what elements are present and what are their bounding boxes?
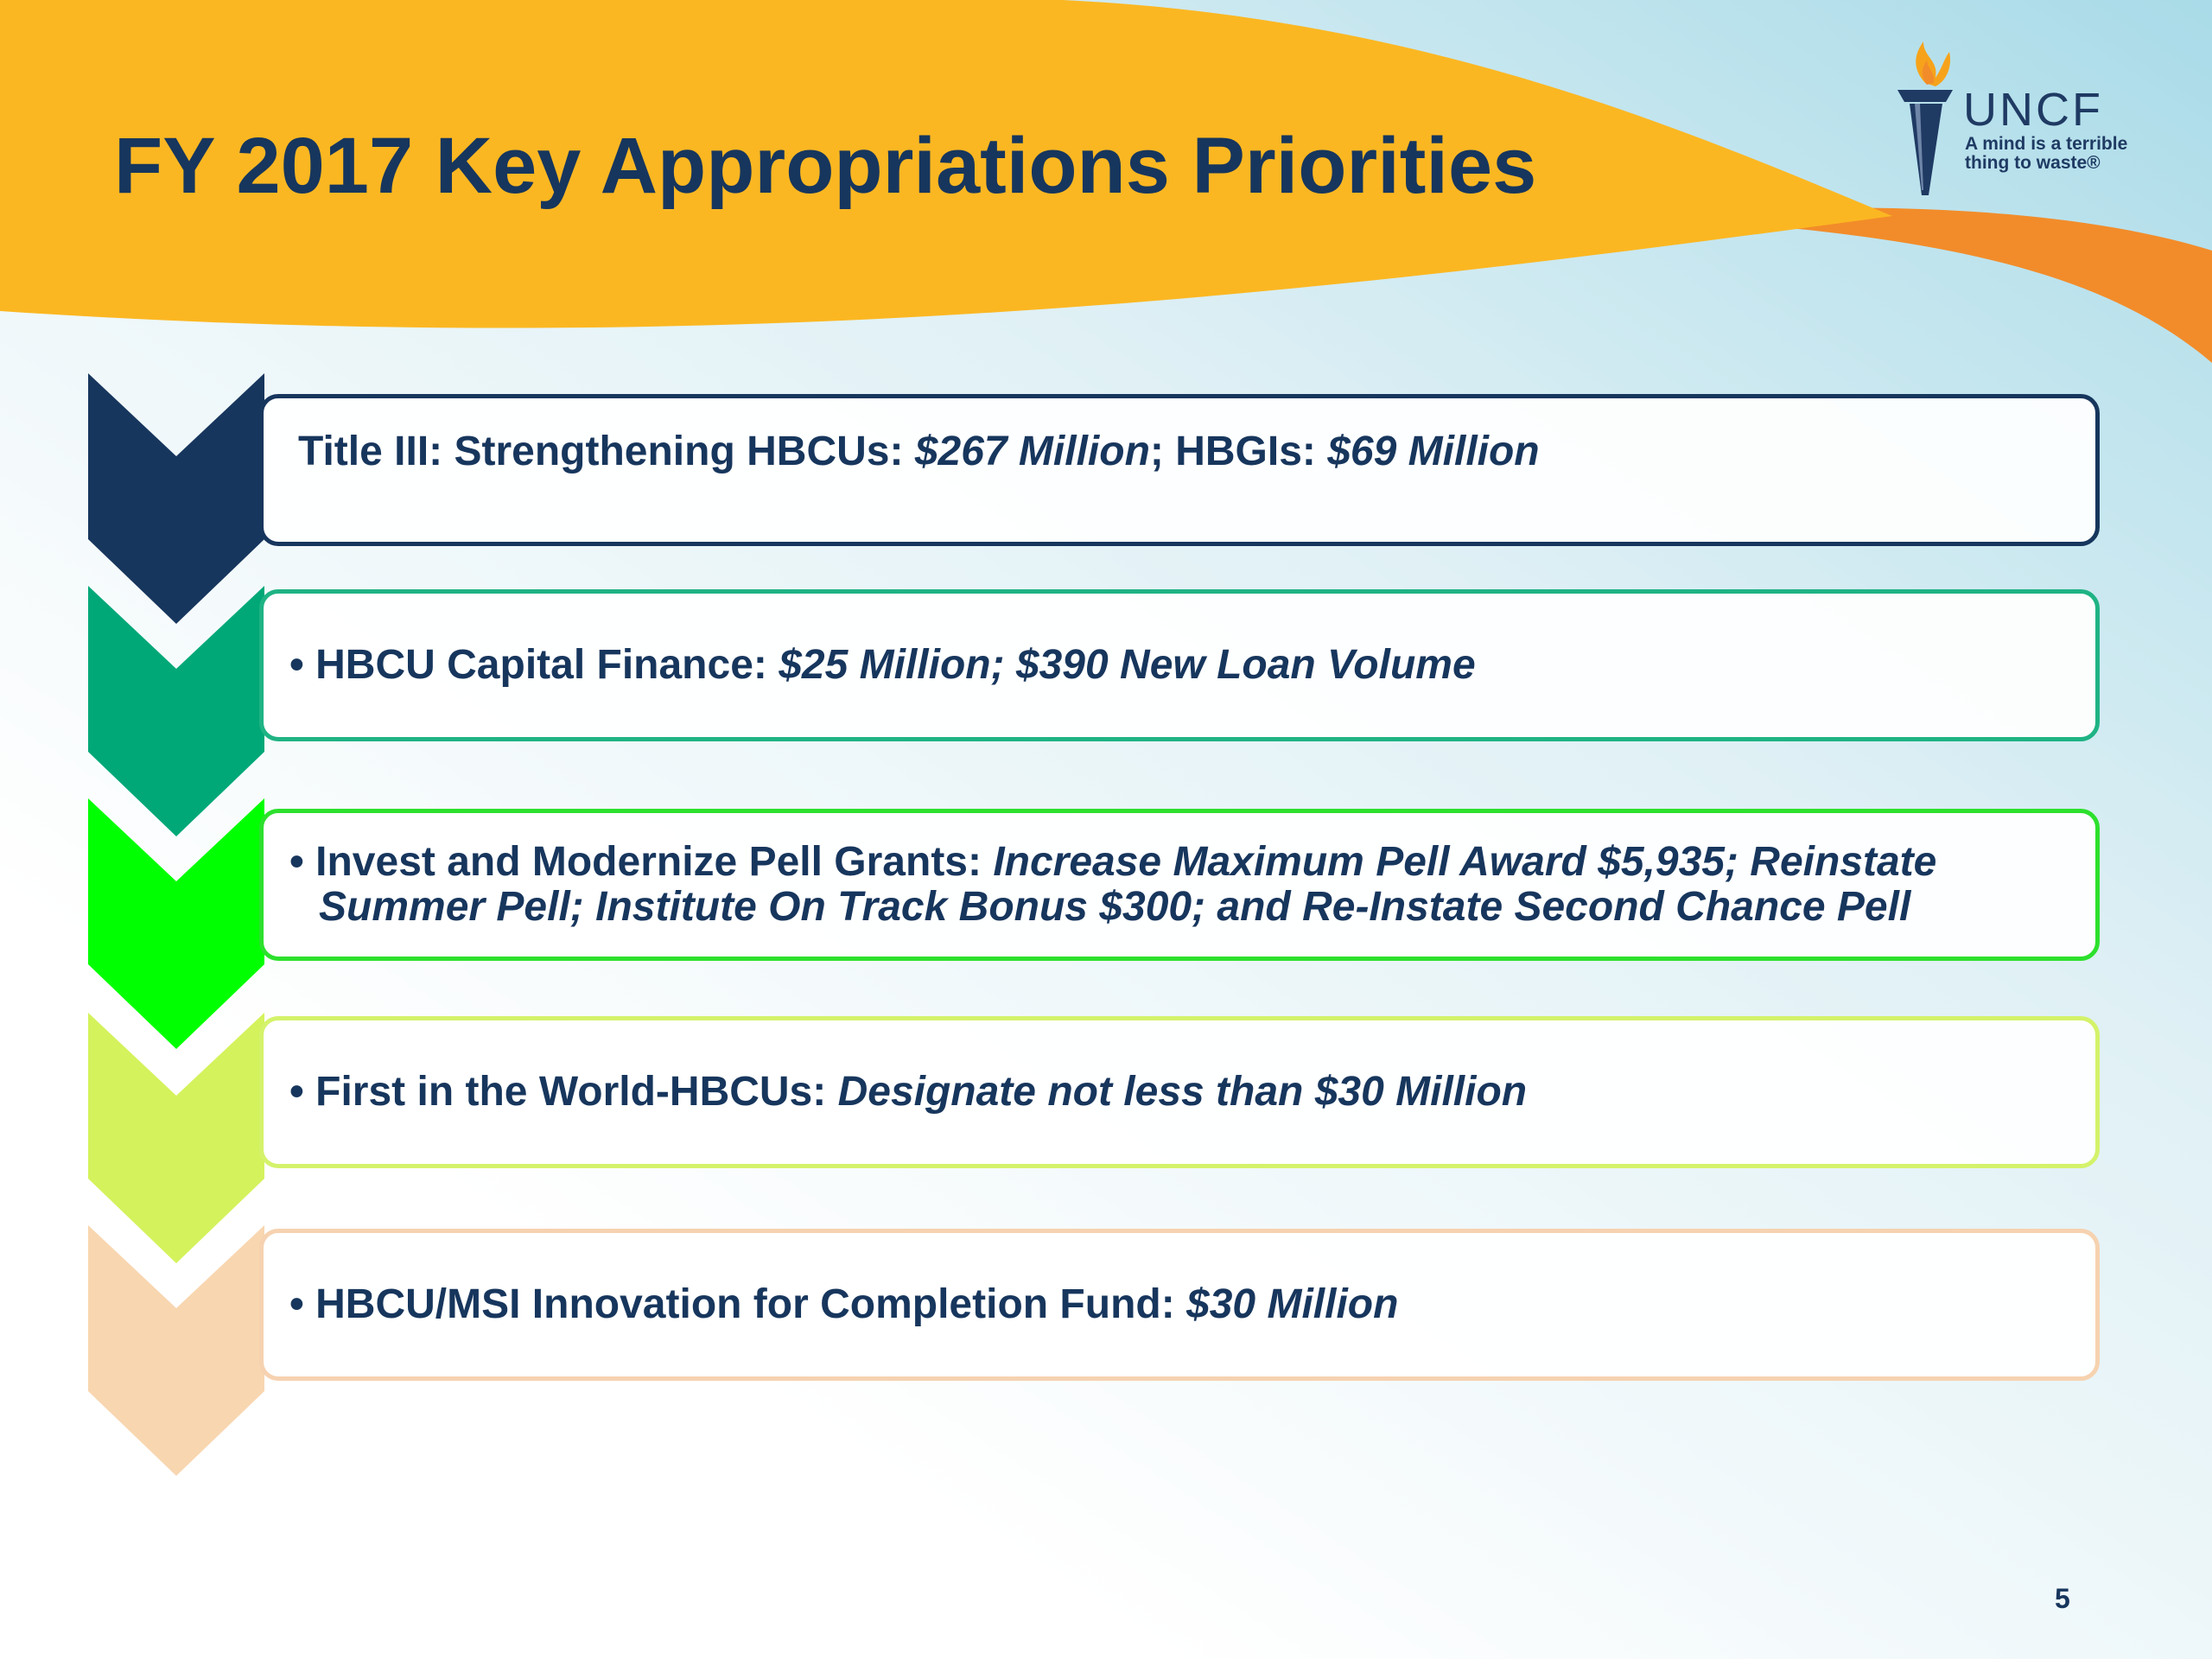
detail: Designate not less than $30 Million bbox=[837, 1069, 1528, 1115]
chevron-step-4 bbox=[88, 1013, 264, 1263]
page-number: 5 bbox=[2055, 1583, 2070, 1614]
amount: $25 Million; $390 New Loan Volume bbox=[779, 642, 1476, 688]
bullet: • bbox=[289, 839, 316, 885]
torch-icon bbox=[1889, 41, 1958, 206]
amount: $69 Million bbox=[1327, 429, 1540, 474]
priority-row-pell-grants bbox=[259, 809, 2100, 961]
logo-tagline: A mind is a terrible thing to waste® bbox=[1965, 134, 2128, 174]
bullet: • bbox=[289, 1281, 316, 1327]
detail: Summer Pell; Institute On Track Bonus $300; and Re-Instate Second Chance Pell bbox=[319, 884, 1911, 930]
priority-text: • Invest and Modernize Pell Grants: Increase Maximum Pell Award $5,935; Reinstate Summer Pell; Institute On Track Bonus $300; and Re-Instate Second Chance Pell bbox=[289, 839, 1937, 930]
amount: $267 Million bbox=[914, 429, 1150, 474]
priority-text: • First in the World-HBCUs: Designate not less than $30 Million bbox=[289, 1069, 1528, 1115]
amount: $30 Million bbox=[1186, 1281, 1399, 1327]
uncf-logo bbox=[1889, 41, 2174, 206]
priority-row-first-in-the-world bbox=[259, 1016, 2100, 1168]
priority-row-capital-finance bbox=[259, 589, 2100, 741]
priority-row-title-iii bbox=[259, 394, 2100, 546]
logo-wordmark: UNCF bbox=[1963, 84, 2103, 136]
priority-text: • HBCU Capital Finance: $25 Million; $390 New Loan Volume bbox=[289, 642, 1476, 688]
detail: Increase Maximum Pell Award $5,935; Reinstate bbox=[993, 839, 1937, 885]
bullet: • bbox=[289, 1069, 316, 1115]
page-title: FY 2017 Key Appropriations Priorities bbox=[114, 122, 1537, 210]
chevron-process-arrows bbox=[86, 370, 268, 1476]
priority-text: • HBCU/MSI Innovation for Completion Fund: $30 Million bbox=[289, 1281, 1399, 1327]
priority-text: Title III: Strengthening HBCUs: $267 Million; HBGIs: $69 Million bbox=[298, 429, 1540, 474]
bullet: • bbox=[289, 642, 316, 688]
chevron-step-1 bbox=[88, 373, 264, 624]
priority-row-completion-fund bbox=[259, 1229, 2100, 1381]
